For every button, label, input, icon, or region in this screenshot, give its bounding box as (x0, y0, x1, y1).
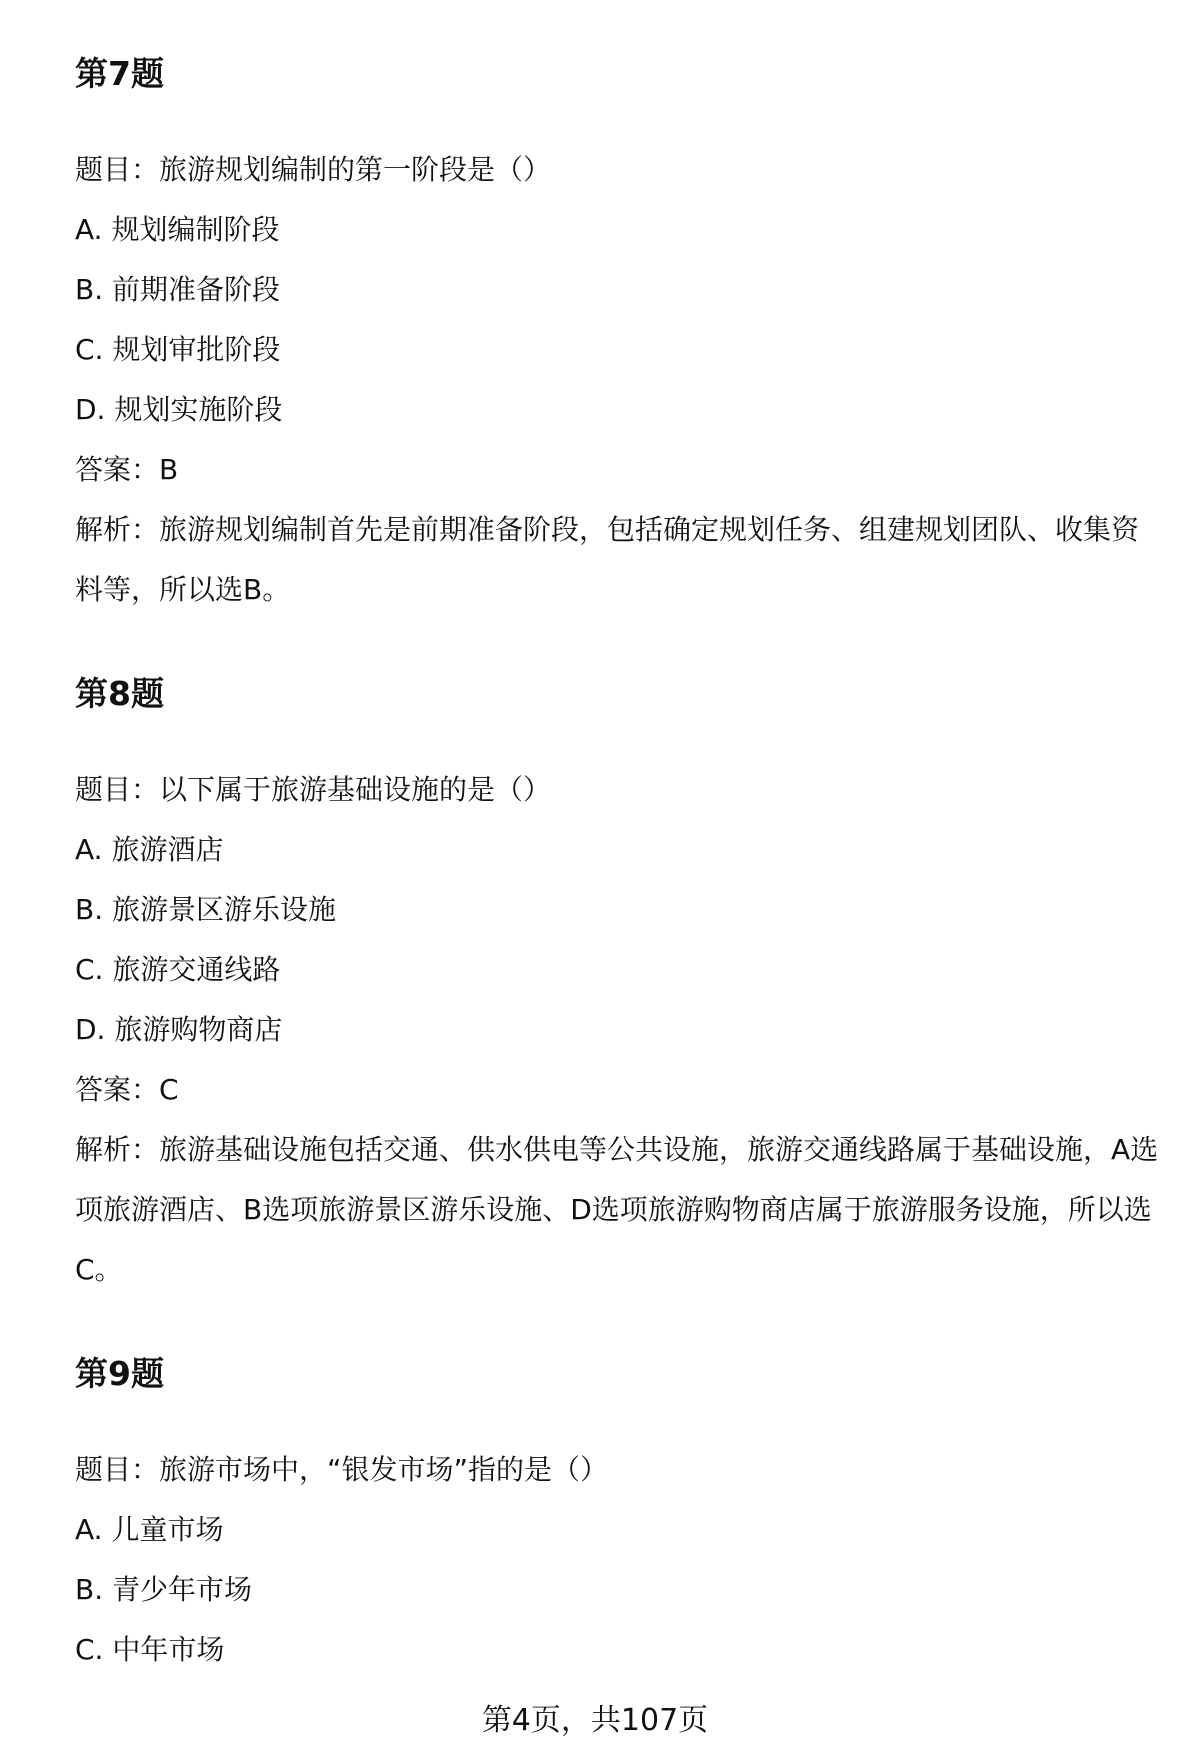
analysis: 解析：旅游基础设施包括交通、供水供电等公共设施，旅游交通线路属于基础设施，A选项旅游酒店、B选项旅游景区游乐设施、D选项旅游购物商店属于旅游服务设施，所以选C。 (75, 1133, 1159, 1286)
option-c: C. 旅游交通线路 (75, 953, 281, 986)
option-c: C. 规划审批阶段 (75, 333, 281, 366)
option-d: D. 规划实施阶段 (75, 393, 283, 426)
question-stem: 题目：旅游规划编制的第一阶段是（） (75, 153, 552, 186)
question-heading: 第7题 (75, 54, 164, 93)
option-b: B. 青少年市场 (75, 1573, 253, 1606)
option-a: A. 规划编制阶段 (75, 213, 280, 246)
option-a: A. 儿童市场 (75, 1513, 224, 1546)
question-heading: 第9题 (75, 1354, 164, 1393)
question-heading: 第8题 (75, 674, 164, 713)
question-stem: 题目：旅游市场中，“银发市场”指的是（） (75, 1453, 609, 1486)
page-number: 第4页，共107页 (481, 1703, 709, 1738)
document-page (75, 0, 1165, 1755)
option-b: B. 前期准备阶段 (75, 273, 281, 306)
question-stem: 题目：以下属于旅游基础设施的是（） (75, 773, 552, 806)
option-c: C. 中年市场 (75, 1633, 225, 1666)
option-d: D. 旅游购物商店 (75, 1013, 283, 1046)
option-b: B. 旅游景区游乐设施 (75, 893, 337, 926)
answer: 答案：B (75, 453, 179, 486)
option-a: A. 旅游酒店 (75, 833, 224, 866)
answer: 答案：C (75, 1073, 179, 1106)
analysis: 解析：旅游规划编制首先是前期准备阶段，包括确定规划任务、组建规划团队、收集资料等，所以选B。 (75, 513, 1140, 606)
